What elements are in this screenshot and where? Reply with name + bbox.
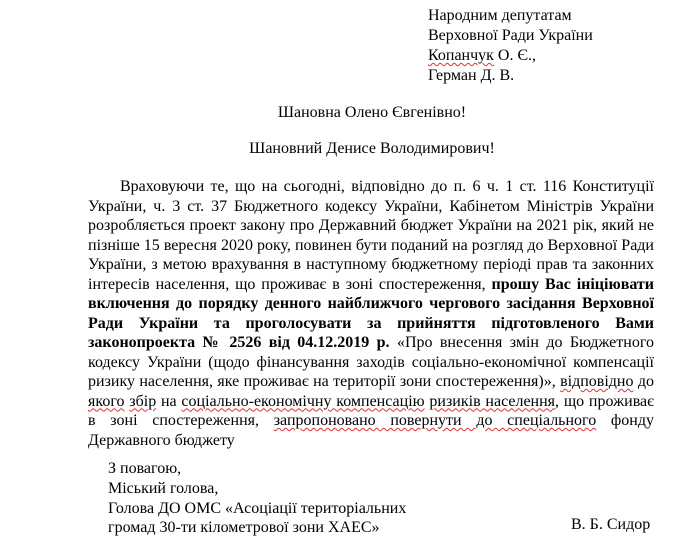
body-word: ризиків населення xyxy=(429,392,556,410)
closing-block xyxy=(108,459,406,538)
signer-name: В. Б. Сидор xyxy=(571,516,651,533)
body-word: збір xyxy=(129,392,157,410)
closing-title-3: громад 30-ти кілометрової зони ХАЕС» xyxy=(108,519,380,537)
letter-body xyxy=(88,177,654,450)
addressee-initials-1: О. Є., xyxy=(493,47,537,64)
body-word: соціально-економічну компенсацію xyxy=(181,392,425,410)
body-bill-title: «Про внесення змін до Бюджетного кодексу України (щодо фінансування заходів соціально-економічної компенсації ризику населення, яке проживає на території зони спостереження)», xyxy=(88,334,654,390)
addressee-name-2: Герман Д. В. xyxy=(428,67,515,84)
addressee-block xyxy=(428,6,593,86)
body-request: прошу Вас ініціювати включення до порядку денного найближчого чергового засідання Верховної Ради України та проголосувати за прийняття підготовленого Вами законопроекта № 2526 від 04.12.2019 р. xyxy=(88,275,655,351)
closing-regards: З повагою, xyxy=(108,460,182,477)
body-word: запропоновано повернути до спеціального xyxy=(273,412,597,429)
body-intro: Враховуючи те, що на сьогодні, відповідно до п. 6 ч. 1 ст. 116 Конституції України, ч. 3 ст. 37 Бюджетного кодексу України, Кабінетом Міністрів України розробляється проект закону про Державний бюджет України на 2021 рік, який не пізніше 15 вересня 2020 року, повинен бути поданий на розгляд до Верховної Ради України, з метою врахування в наступному бюджетному періоді прав та законних інтересів населення, що проживає в зоні спостереження, xyxy=(88,178,654,293)
addressee-line-1: Народним депутатам xyxy=(428,7,572,24)
greeting-first: Шановна Олено Євгенівно! xyxy=(277,104,467,121)
closing-title-1: Міський голова, xyxy=(108,479,219,497)
closing-title-2: Голова ДО ОМС «Асоціації територіальних xyxy=(108,499,407,517)
addressee-surname-1: Копанчук xyxy=(428,47,494,64)
addressee-line-2: Верховної Ради України xyxy=(428,27,593,44)
body-text-fragment: на xyxy=(156,392,182,410)
body-text-fragment: до xyxy=(633,373,655,390)
addressee-name-1 xyxy=(428,46,593,66)
body-text-fragment: фонду Державного бюджету xyxy=(88,412,654,449)
body-word: якого xyxy=(88,392,125,410)
body-word: відповідно xyxy=(560,373,634,390)
body-text-fragment: , що проживає в зоні спостереження, xyxy=(88,392,655,429)
greeting-second: Шановний Денисе Володимирович! xyxy=(249,140,495,157)
